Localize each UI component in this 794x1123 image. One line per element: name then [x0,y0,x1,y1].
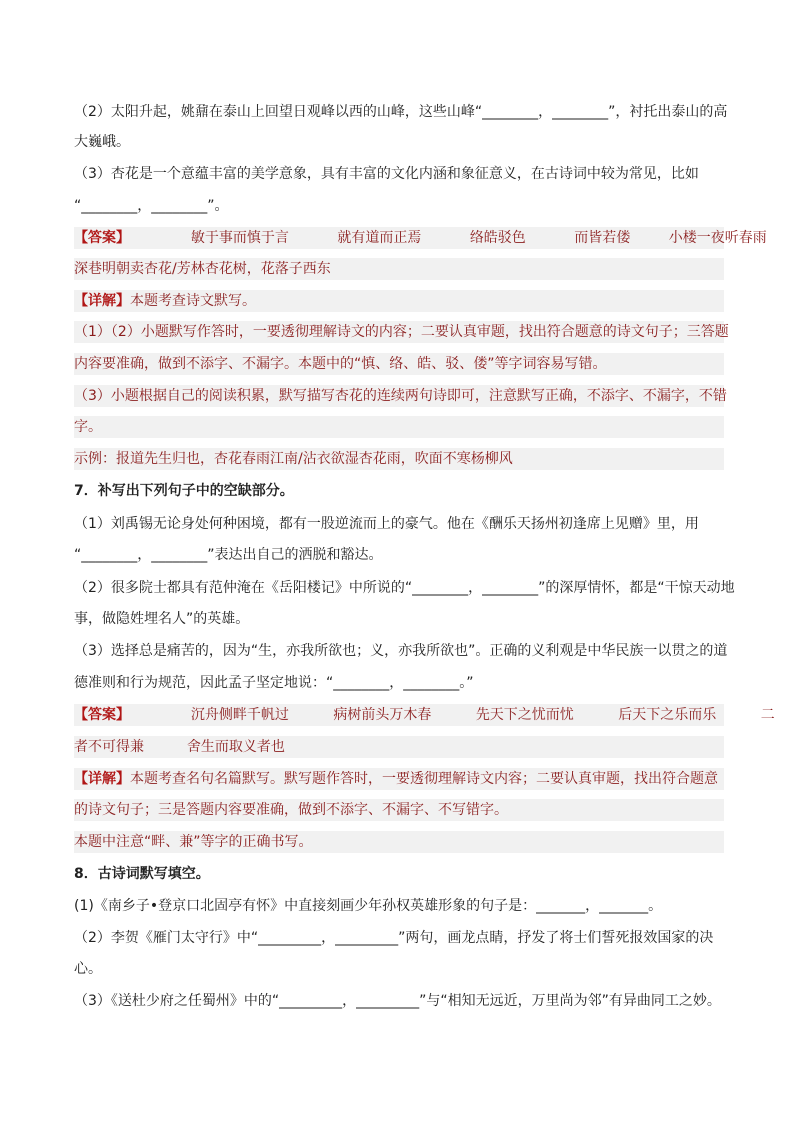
q6-answer-line1 [74,227,767,249]
q6-p2-line2: 大巍峨。 [74,134,130,150]
detail-text: 本题考查诗文默写。 [130,293,256,309]
q7-p3-line1: （3）选择总是痛苦的，因为“生，亦我所欲也；义，亦我所欲也”。正确的义利观是中华民族一以贯之的道 [74,643,728,659]
q8-title: 8．古诗词默写填空。 [74,866,210,882]
detail-text: 本题考查名句名篇默写。默写题作答时，一要透彻理解诗文内容；二要认真审题，找出符合题意 [130,771,718,787]
q8-p3: （3）《送杜少府之任蜀州》中的“_________，_________”与“相知无远近，万里尚为邻”有异曲同工之妙。 [74,993,721,1009]
q6-example: 示例：报道先生归也，杏花春雨江南/沾衣欲湿杏花雨，吹面不寒杨柳风 [74,448,724,470]
q6-p3-line1: （3）杏花是一个意蕴丰富的美学意象，具有丰富的文化内涵和象征意义，在古诗词中较为常见，比如 [74,166,699,182]
q7-detail-line2: 的诗文句子；三是答题内容要准确，做到不添字、不漏字、不写错字。 [74,799,724,821]
q7-title: 7．补写出下列句子中的空缺部分。 [74,483,294,499]
q6-detail-p1-line1: （1）（2）小题默写作答时，一要透彻理解诗文的内容；二要认真审题，找出符合题意的诗文句子；三答题 [74,321,724,343]
answer-item: 二 [760,707,775,723]
answer-item: 络皓驳色 [469,230,526,246]
q6-detail-p2-line1: （3）小题根据自己的阅读积累，默写描写杏花的连续两句诗即可，注意默写正确，不添字、不漏字，不错 [74,385,724,407]
answer-item: 舍生而取义者也 [186,739,285,755]
q7-p2-line2: 事，做隐姓埋名人”的英雄。 [74,611,250,627]
q6-detail-p1-line2: 内容要准确，做到不添字、不漏字。本题中的“慎、络、皓、驳、偻”等字词容易写错。 [74,353,724,375]
answer-item: 敏于事而慎于言 [190,230,289,246]
q7-note: 本题中注意“畔、兼”等字的正确书写。 [74,831,724,853]
q7-detail-line1 [74,768,724,790]
detail-tag: 【详解】 [74,293,130,309]
answer-item: 而皆若偻 [574,230,631,246]
answer-item: 后天下之乐而乐 [618,707,717,723]
answer-tag: 【答案】 [74,230,130,246]
answer-item: 沉舟侧畔千帆过 [190,707,289,723]
detail-tag: 【详解】 [74,771,130,787]
q6-answer-line2: 深巷明朝卖杏花/芳林杏花树，花落子西东 [74,258,724,280]
q7-p1-line1: （1）刘禹锡无论身处何种困境，都有一股逆流而上的豪气。他在《酬乐天扬州初逢席上见赠》里，用 [74,516,699,532]
q6-p2-line1: （2）太阳升起，姚鼐在泰山上回望日观峰以西的山峰，这些山峰“________，________”，衬托出泰山的高 [74,104,728,120]
answer-tag: 【答案】 [74,707,130,723]
q7-answer-line2 [74,736,724,758]
q6-detail-p2-line2: 字。 [74,416,724,438]
q6-detail-header [74,290,724,312]
q7-p3-line2: 德准则和行为规范，因此孟子坚定地说：“________，________。” [74,675,474,691]
answer-item: 就有道而正焉 [337,230,422,246]
q7-p2-line1: （2）很多院士都具有范仲淹在《岳阳楼记》中所说的“________，________”的深厚情怀，都是“干惊天动地 [74,580,735,596]
q8-p1: (1)《南乡子•登京口北固亭有怀》中直接刻画少年孙权英雄形象的句子是：_______，_______。 [74,898,663,914]
q7-answer-line1 [74,704,775,726]
answer-item: 病树前头万木春 [333,707,432,723]
q7-p1-line2: “________，________”表达出自己的洒脱和豁达。 [74,547,383,563]
answer-item: 先天下之忧而忧 [475,707,574,723]
q8-p2-line1: （2）李贺《雁门太守行》中“_________，_________”两句，画龙点睛，抒发了将士们誓死报效国家的决 [74,930,714,946]
q6-p3-line2: “________，________”。 [74,198,229,214]
q8-p2-line2: 心。 [74,961,102,977]
answer-item: 者不可得兼 [74,739,144,755]
answer-item: 小楼一夜听春雨 [668,230,767,246]
